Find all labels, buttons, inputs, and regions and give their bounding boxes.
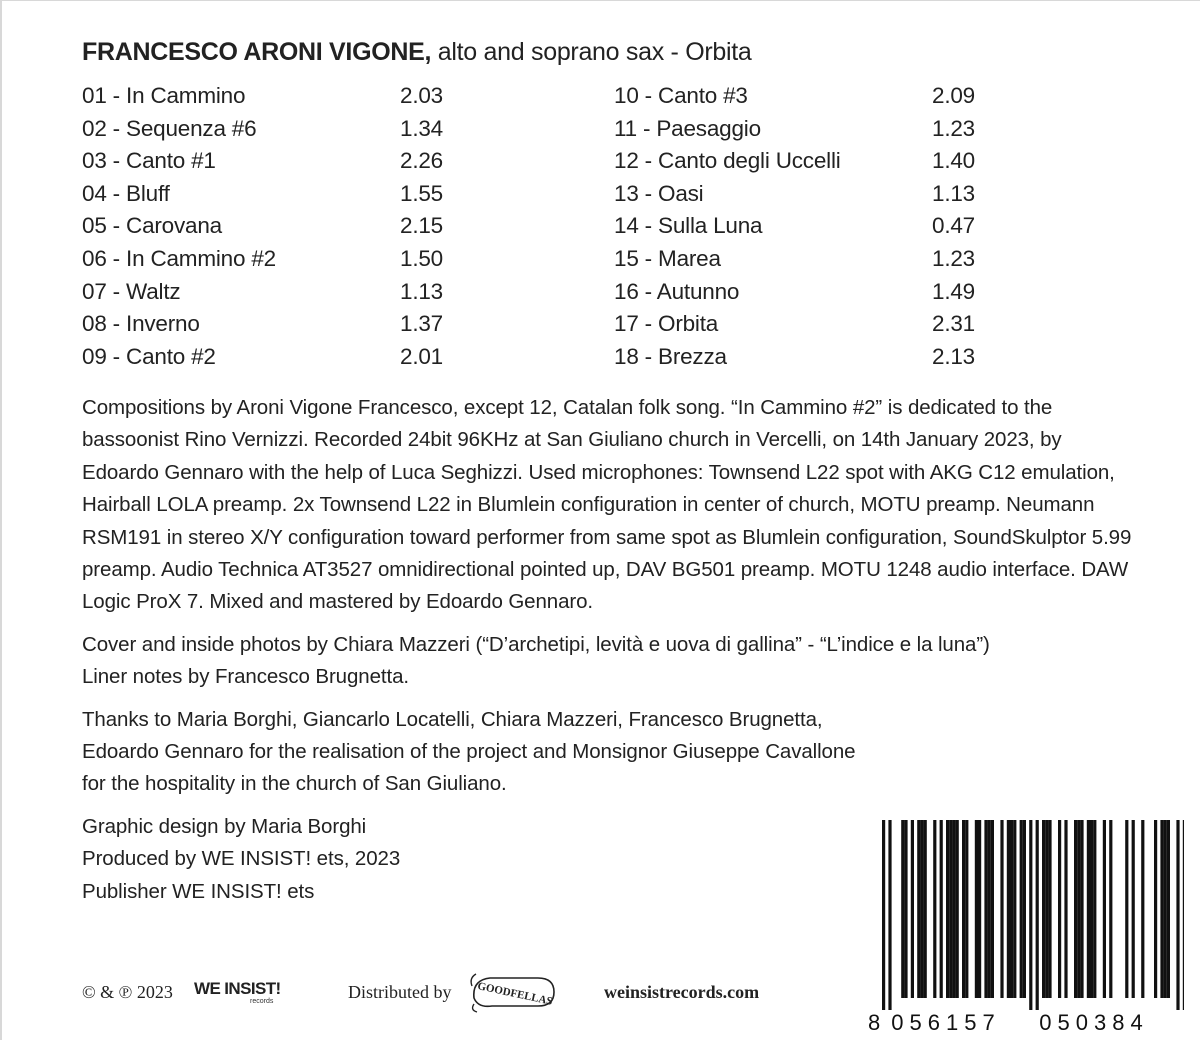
barcode-bar (975, 820, 978, 998)
track-title: 03 - Canto #1 (82, 148, 216, 174)
barcode-bar (1045, 820, 1048, 998)
track-title: 10 - Canto #3 (614, 83, 748, 108)
barcode-bar (978, 820, 981, 998)
barcode-bar (1132, 820, 1135, 998)
thanks-line: Thanks to Maria Borghi, Giancarlo Locatelli, Chiara Mazzeri, Francesco Brugnetta, (82, 707, 823, 731)
barcode-bar (1064, 820, 1067, 998)
track-title: 12 - Canto degli Uccelli (614, 148, 841, 174)
track-duration: 2.26 (400, 148, 443, 174)
track-title: 14 - Sulla Luna (614, 213, 763, 239)
track-duration: 2.31 (932, 311, 975, 337)
barcode-bar (940, 820, 943, 998)
album-subtitle: alto and soprano sax - Orbita (431, 38, 752, 66)
track-duration: 0.47 (932, 213, 975, 239)
track-title: 05 - Carovana (82, 213, 222, 239)
barcode-bar (1010, 820, 1013, 998)
track-title: 16 - Autunno (614, 278, 740, 304)
barcode-bar (917, 820, 920, 998)
barcode-bar (901, 820, 904, 998)
goodfellas-logo-text: GOODFELLAS (476, 980, 554, 1008)
barcode-bar (1154, 820, 1157, 998)
track-duration: 1.13 (400, 278, 443, 304)
track-duration: 1.23 (932, 245, 975, 271)
photo-liner-credits (82, 629, 1142, 694)
track-title: 07 - Waltz (82, 278, 181, 304)
track-duration: 1.37 (400, 311, 443, 337)
barcode-first-digit: 8 (868, 1010, 881, 1034)
barcode-bar (1058, 820, 1061, 998)
track-duration: 1.50 (400, 245, 443, 271)
album-title (82, 38, 752, 67)
liner-notes-credit: Liner notes by Francesco Brugnetta. (82, 665, 409, 689)
barcode-bar (988, 820, 991, 998)
barcode-bar (888, 820, 891, 1010)
track-duration: 1.55 (400, 180, 443, 206)
barcode-bar (949, 820, 952, 998)
track-duration: 1.34 (400, 115, 443, 141)
barcode-bar (1048, 820, 1051, 998)
barcode-bars (862, 820, 1184, 1034)
barcode (862, 820, 1184, 1034)
barcode-bar (1074, 820, 1077, 998)
track-title: 15 - Marea (614, 245, 721, 271)
track-title: 08 - Inverno (82, 311, 200, 337)
barcode-bar (1125, 820, 1128, 998)
website-url: weinsistrecords.com (604, 982, 760, 1002)
artist-name: FRANCESCO ARONI VIGONE, (82, 38, 432, 66)
barcode-bar (1093, 820, 1096, 998)
track-title: 01 - In Cammino (82, 83, 246, 108)
track-title: 04 - Bluff (82, 180, 170, 206)
track-title: 09 - Canto #2 (82, 343, 216, 369)
goodfellas-logo (468, 968, 560, 1014)
track-duration: 1.23 (932, 115, 975, 141)
barcode-bar (1029, 820, 1032, 1010)
track-duration: 1.49 (932, 278, 975, 304)
barcode-bar (1160, 820, 1163, 998)
barcode-bar (946, 820, 949, 998)
barcode-bar (1013, 820, 1016, 998)
barcode-bar (956, 820, 959, 998)
we-insist-logo-sub: records (250, 998, 274, 1005)
track-title: 02 - Sequenza #6 (82, 115, 257, 141)
barcode-bar (1036, 820, 1039, 1010)
track-duration: 2.01 (400, 343, 443, 369)
barcode-bar (1176, 820, 1179, 1010)
barcode-bar (1077, 820, 1080, 998)
barcode-bar (1164, 820, 1167, 998)
barcode-bar (1000, 820, 1003, 998)
thanks (82, 704, 1142, 801)
track-title: 17 - Orbita (614, 311, 719, 337)
barcode-bar (1167, 820, 1170, 998)
barcode-bar (1109, 820, 1112, 998)
barcode-bar (1087, 820, 1090, 998)
barcode-bar (1042, 820, 1045, 998)
barcode-left-digits: 056157 (891, 1010, 1001, 1034)
barcode-bar (1103, 820, 1106, 998)
barcode-bar (965, 820, 968, 998)
barcode-right-digits: 050384 (1039, 1010, 1149, 1034)
producer-credit: Produced by WE INSIST! ets, 2023 (82, 847, 401, 871)
barcode-bar (1141, 820, 1144, 998)
footer (82, 976, 842, 1016)
track-title: 13 - Oasi (614, 180, 704, 206)
barcode-bar (962, 820, 965, 998)
we-insist-logo: WE INSIST! (194, 979, 281, 998)
barcode-bar (933, 820, 936, 998)
track-duration: 2.13 (932, 343, 975, 369)
track-duration: 1.13 (932, 180, 975, 206)
barcode-bar (920, 820, 923, 998)
design-credit: Graphic design by Maria Borghi (82, 814, 367, 838)
thanks-line: Edoardo Gennaro for the realisation of the project and Monsignor Giuseppe Cavallone (82, 740, 856, 764)
barcode-bar (991, 820, 994, 998)
track-title: 18 - Brezza (614, 343, 727, 369)
recording-credits: Compositions by Aroni Vigone Francesco, except 12, Catalan folk song. “In Cammino #2” is dedicated to the bassoonist Rino Vernizzi. Recorded 24bit 96KHz at San Giuliano church in Vercelli, on 14th January 2023, by Edoardo Gennaro with the help of Luca Seghizzi. Used microphones: Townsend L22 spot with AKG C12 emulation, Hairball LOLA preamp. 2x Townsend L22 in Blumlein configuration in center of church, MOTU preamp. Neumann RSM191 in stereo X/Y configuration toward performer from same spot as Blumlein configuration, SoundSkulptor 5.99 preamp. Audio Technica AT3527 omnidirectional pointed up, DAV BG501 preamp. MOTU 1248 audio interface. DAW Logic ProX 7. Mixed and mastered by Edoardo Gennaro. (82, 396, 1132, 614)
barcode-bar (882, 820, 885, 1010)
barcode-bar (1007, 820, 1010, 998)
track-duration: 2.15 (400, 213, 443, 239)
barcode-bar (1183, 820, 1184, 1010)
barcode-bar (904, 820, 907, 998)
barcode-bar (911, 820, 914, 998)
barcode-bar (1080, 820, 1083, 998)
thanks-line: for the hospitality in the church of San Giuliano. (82, 772, 507, 796)
track-duration: 2.09 (932, 83, 975, 108)
barcode-bar (1023, 820, 1026, 998)
distributed-by-label: Distributed by (348, 982, 452, 1002)
barcode-bar (984, 820, 987, 998)
barcode-bar (924, 820, 927, 998)
track-title: 06 - In Cammino #2 (82, 245, 276, 271)
track-duration: 1.40 (932, 148, 975, 174)
barcode-bar (952, 820, 955, 998)
barcode-bar (1090, 820, 1093, 998)
photo-credits: Cover and inside photos by Chiara Mazzeri (“D’archetipi, levità e uova di gallina” - “L’indice e la luna”) (82, 632, 990, 656)
copyright-notice: © & ℗ 2023 (82, 982, 173, 1002)
barcode-bar (1020, 820, 1023, 998)
publisher-credit: Publisher WE INSIST! ets (82, 879, 315, 903)
track-duration: 2.03 (400, 83, 443, 108)
track-title: 11 - Paesaggio (614, 115, 761, 141)
